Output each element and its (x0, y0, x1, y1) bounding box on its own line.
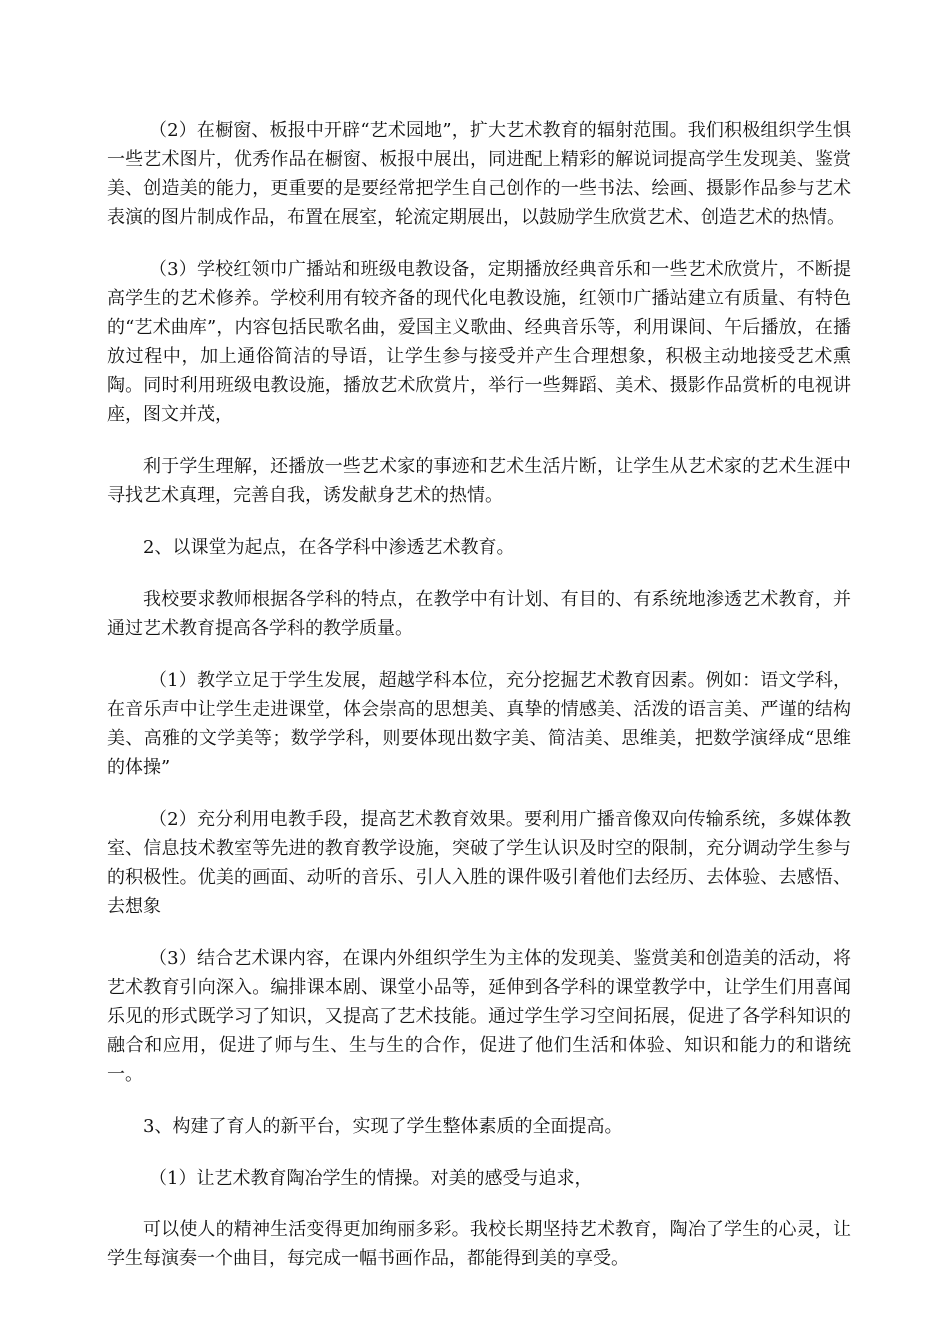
paragraph-showcase-art-garden: （2）在橱窗、板报中开辟“艺术园地”，扩大艺术教育的辐射范围。我们积极组织学生惧一些艺术图片，优秀作品在橱窗、板报中展出，同进配上精彩的解说词提高学生发现美、鉴赏美、创造美的能力，更重要的是要经常把学生自己创作的一些书法、绘画、摄影作品参与艺术表演的图片制成作品，布置在展室，轮流定期展出，以鼓励学生欣赏艺术、创造艺术的热情。 (107, 120, 851, 228)
paragraph-art-activities: （3）结合艺术课内容，在课内外组织学生为主体的发现美、鉴赏美和创造美的活动，将艺术教育引向深入。编排课本剧、课堂小品等，延伸到各学科的课堂教学中，让学生们用喜闻乐见的形式既学习了知识，又提高了艺术技能。通过学生学习空间拓展，促进了各学科知识的融合和应用，促进了师与生、生与生的合作，促进了他们生活和体验、知识和能力的和谐统一。 (107, 948, 851, 1085)
document-page (107, 116, 851, 1296)
paragraph-student-development: （1）教学立足于学生发展，超越学科本位，充分挖掘艺术教育因素。例如：语文学科，在音乐声中让学生走进课堂，体会崇高的思想美、真挚的情感美、活泼的语言美、严谨的结构美、高雅的文学美等；数学学科，则要体现出数字美、简洁美、思维美，把数学演绎成“思维的体操” (107, 670, 851, 778)
paragraph-teacher-requirement: 我校要求教师根据各学科的特点，在教学中有计划、有目的、有系统地渗透艺术教育，并通过艺术教育提高各学科的教学质量。 (107, 589, 851, 639)
paragraph-broadcast-station: （3）学校红领巾广播站和班级电教设备，定期播放经典音乐和一些艺术欣赏片，不断提高学生的艺术修养。学校利用有较齐备的现代化电教设施，红领巾广播站建立有质量、有特色的“艺术曲库”，内容包括民歌名曲，爱国主义歌曲、经典音乐等，利用课间、午后播放，在播放过程中，加上通俗简洁的导语，让学生参与接受并产生合理想象，积极主动地接受艺术熏陶。同时利用班级电教设施，播放艺术欣赏片，举行一些舞蹈、美术、摄影作品赏析的电视讲座，图文并茂， (107, 259, 851, 425)
paragraph-artist-stories: 利于学生理解，还播放一些艺术家的事迹和艺术生活片断，让学生从艺术家的艺术生涯中寻找艺术真理，完善自我，诱发献身艺术的热情。 (107, 456, 851, 506)
paragraph-spiritual-life: 可以使人的精神生活变得更加绚丽多彩。我校长期坚持艺术教育，陶冶了学生的心灵，让学生每演奏一个曲目，每完成一幅书画作品，都能得到美的享受。 (107, 1219, 851, 1269)
paragraph-audiovisual-means: （2）充分利用电教手段，提高艺术教育效果。要利用广播音像双向传输系统，多媒体教室、信息技术教室等先进的教育教学设施，突破了学生认识及时空的限制，充分调动学生参与的积极性。优美的画面、动听的音乐、引人入胜的课件吸引着他们去经历、去体验、去感悟、去想象 (107, 809, 851, 917)
section-heading-classroom: 2、以课堂为起点，在各学科中渗透艺术教育。 (143, 537, 515, 558)
section-heading-new-platform: 3、构建了育人的新平台，实现了学生整体素质的全面提高。 (143, 1116, 623, 1137)
paragraph-cultivate-sentiment: （1）让艺术教育陶冶学生的情操。对美的感受与追求， (149, 1168, 593, 1189)
